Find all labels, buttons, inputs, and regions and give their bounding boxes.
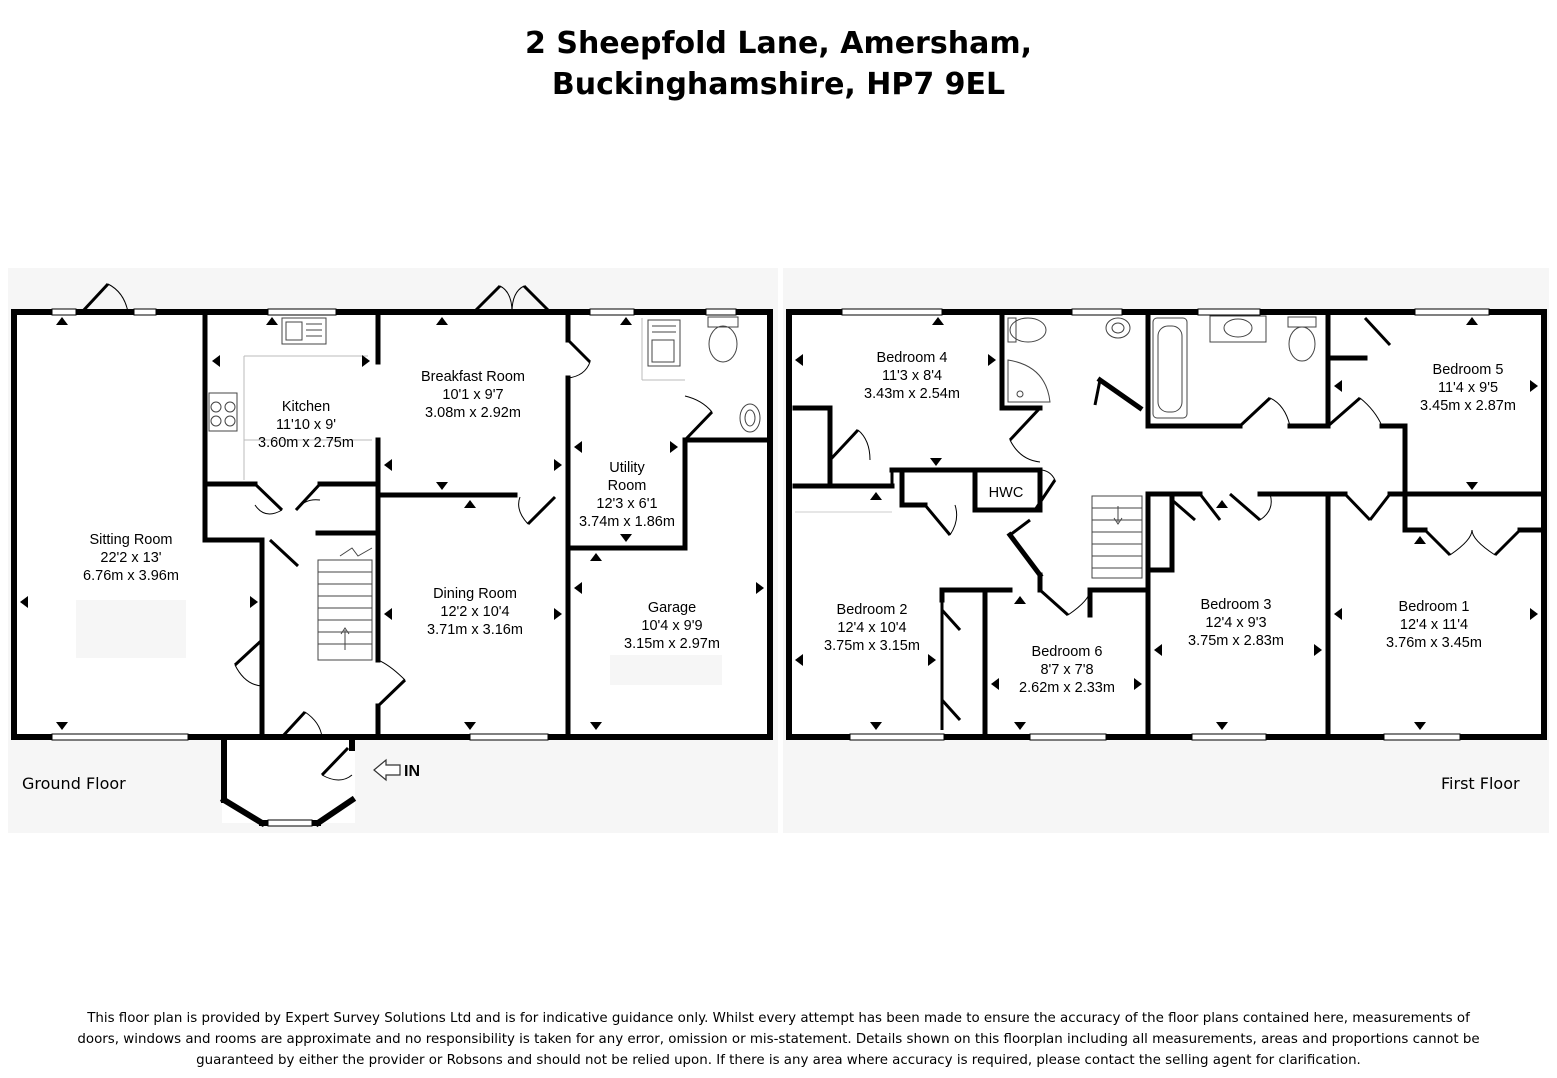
address-line-2: Buckinghamshire, HP7 9EL xyxy=(551,67,1006,102)
bedroom-1-metric: 3.76m x 3.45m xyxy=(1386,635,1482,651)
garage-metric: 3.15m x 2.97m xyxy=(624,636,720,652)
bedroom-2-imperial: 12'4 x 10'4 xyxy=(837,620,907,636)
kitchen-imperial: 11'10 x 9' xyxy=(275,417,337,433)
bedroom-5-name: Bedroom 5 xyxy=(1432,362,1504,378)
bedroom-5-metric: 3.45m x 2.87m xyxy=(1420,398,1516,414)
ground-floor-label: Ground Floor xyxy=(22,774,126,793)
bedroom-5-imperial: 11'4 x 9'5 xyxy=(1437,380,1499,396)
disclaimer-line-2: doors, windows and rooms are approximate and no responsibility is taken for any error, omission or mis-statement. Details shown on this floorplan including all measurements, areas and proportions cannot be xyxy=(77,1032,1480,1047)
sitting-room-imperial: 22'2 x 13' xyxy=(100,550,162,566)
disclaimer-line-3: guaranteed by either the provider or Robsons and should not be relied upon. If there is any area where accuracy is required, please contact the selling agent for clarification. xyxy=(196,1053,1361,1068)
bedroom-3-metric: 3.75m x 2.83m xyxy=(1188,633,1284,649)
bedroom-6-metric: 2.62m x 2.33m xyxy=(1019,680,1115,696)
kitchen-name: Kitchen xyxy=(281,399,331,415)
dining-room-imperial: 12'2 x 10'4 xyxy=(440,604,510,620)
bedroom-6-name: Bedroom 6 xyxy=(1031,644,1103,660)
utility-room-metric: 3.74m x 1.86m xyxy=(579,514,675,530)
dining-room-name: Dining Room xyxy=(433,586,517,602)
bedroom-4-name: Bedroom 4 xyxy=(876,350,948,366)
utility-room-name: Utility xyxy=(609,460,645,476)
bedroom-3-imperial: 12'4 x 9'3 xyxy=(1205,615,1267,631)
sitting-room-metric: 6.76m x 3.96m xyxy=(83,568,179,584)
garage-panel xyxy=(610,655,722,685)
hwc-label: HWC xyxy=(988,485,1024,501)
bedroom-4-imperial: 11'3 x 8'4 xyxy=(881,368,943,384)
bedroom-2-metric: 3.75m x 3.15m xyxy=(824,638,920,654)
dining-room-metric: 3.71m x 3.16m xyxy=(427,622,523,638)
breakfast-room-metric: 3.08m x 2.92m xyxy=(425,405,521,421)
bedroom-3-name: Bedroom 3 xyxy=(1200,597,1272,613)
bedroom-4-metric: 3.43m x 2.54m xyxy=(864,386,960,402)
sitting-room-name: Sitting Room xyxy=(89,532,173,548)
bedroom-2-name: Bedroom 2 xyxy=(836,602,908,618)
disclaimer-line-1: This floor plan is provided by Expert Survey Solutions Ltd and is for indicative guidance only. Whilst every attempt has been made to ensure the accuracy of the floor plans contained here, measurements of xyxy=(87,1011,1470,1026)
bedroom-1-name: Bedroom 1 xyxy=(1398,599,1470,615)
breakfast-room-imperial: 10'1 x 9'7 xyxy=(442,387,504,403)
utility-room-name-2: Room xyxy=(607,478,647,494)
breakfast-room-name: Breakfast Room xyxy=(421,369,525,385)
bedroom-1-imperial: 12'4 x 11'4 xyxy=(1399,617,1469,633)
entrance-label: IN xyxy=(404,763,420,780)
first-floor-label: First Floor xyxy=(1441,774,1520,793)
garage-name: Garage xyxy=(647,600,697,616)
kitchen-metric: 3.60m x 2.75m xyxy=(258,435,354,451)
utility-room-imperial: 12'3 x 6'1 xyxy=(596,496,658,512)
sitting-room-rug xyxy=(76,600,186,658)
address-line-1: 2 Sheepfold Lane, Amersham, xyxy=(525,26,1032,61)
bedroom-6-imperial: 8'7 x 7'8 xyxy=(1040,662,1094,678)
garage-imperial: 10'4 x 9'9 xyxy=(641,618,703,634)
disclaimer xyxy=(20,1008,1537,1071)
